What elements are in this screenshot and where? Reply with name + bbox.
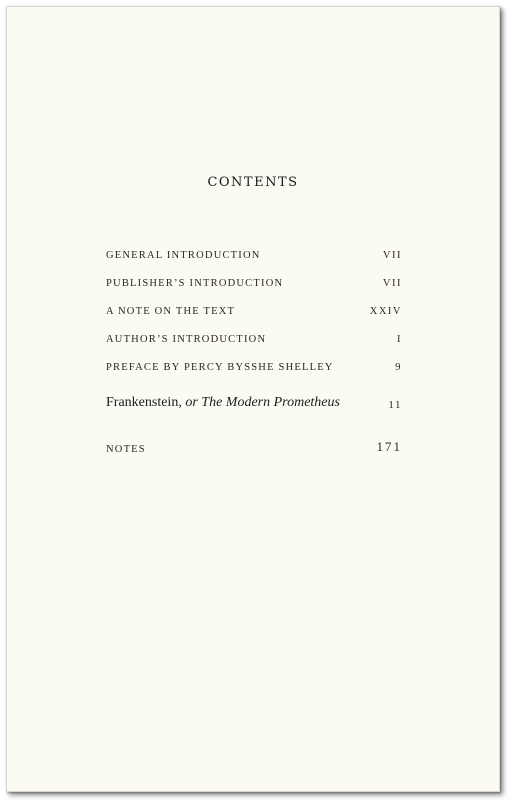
toc-entry-page: XXIV: [369, 306, 402, 317]
toc-entry-label: PUBLISHER’S INTRODUCTION: [106, 278, 284, 289]
toc-entry-label: A NOTE ON THE TEXT: [106, 306, 236, 317]
toc-entry-frankenstein: [106, 379, 402, 417]
toc-entry-page: VII: [382, 278, 402, 289]
toc-entry-preface: [106, 351, 402, 379]
toc-entry-authors-introduction: [106, 323, 402, 351]
contents-title: CONTENTS: [207, 175, 299, 190]
toc-entry-page: 9: [395, 362, 402, 373]
table-of-contents: [106, 239, 402, 461]
toc-entry-label: AUTHOR’S INTRODUCTION: [106, 334, 267, 345]
toc-entry-note-on-text: [106, 295, 402, 323]
toc-entry-label: PREFACE BY PERCY BYSSHE SHELLEY: [106, 362, 334, 373]
toc-entry-page: I: [397, 334, 402, 345]
toc-entry-publishers-introduction: [106, 267, 402, 295]
toc-entry-page: 11: [388, 399, 402, 411]
toc-entry-notes: [106, 417, 402, 461]
toc-entry-page: 171: [376, 439, 402, 454]
toc-entry-page: VII: [382, 250, 402, 261]
novel-title: Frankenstein,: [106, 395, 182, 410]
toc-entry-general-introduction: [106, 239, 402, 267]
book-page: [6, 6, 500, 792]
toc-entry-label: GENERAL INTRODUCTION: [106, 250, 261, 261]
novel-subtitle: or The Modern Prometheus: [185, 395, 340, 410]
toc-main-title: [106, 395, 340, 411]
toc-entry-label: NOTES: [106, 444, 146, 455]
